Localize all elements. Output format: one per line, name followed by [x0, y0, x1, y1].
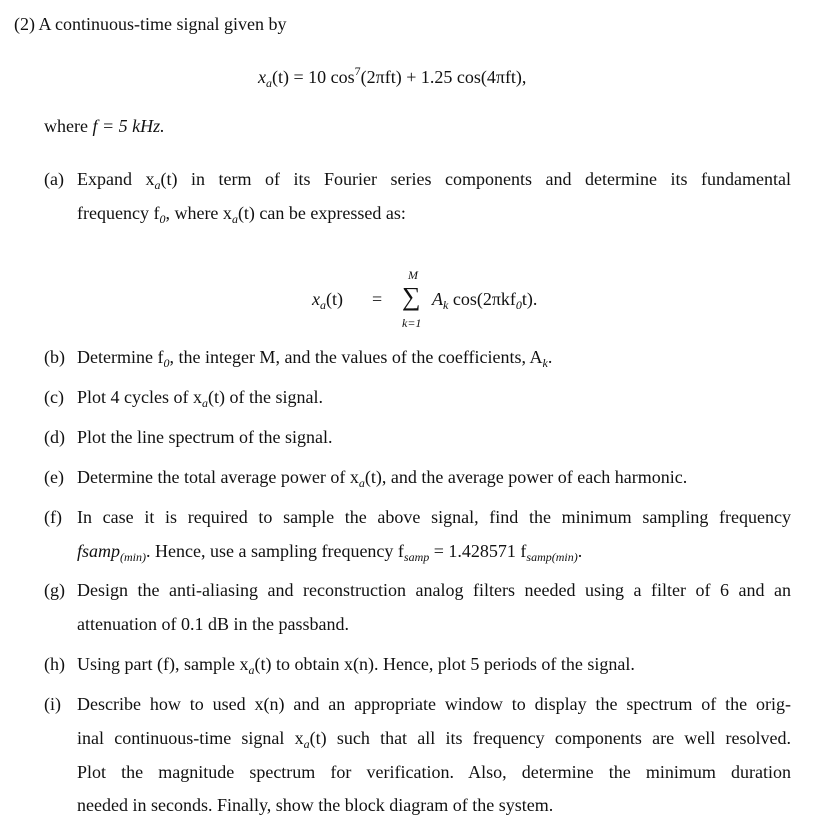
series-lhs-arg: (t) [326, 289, 343, 309]
part-a-text5: (t) can be expressed as: [237, 203, 406, 223]
eq-lhs: x [258, 67, 266, 87]
part-c-t2: (t) of the signal. [207, 387, 323, 407]
part-g-line1: Design the anti-aliasing and reconstruction analog filters needed using a filter of 6 and an [77, 580, 791, 600]
series-rhs-a: A [432, 289, 443, 309]
part-g-label: (g) [44, 580, 65, 600]
part-b-t3: . [547, 347, 553, 367]
problem-number: (2) [14, 14, 35, 34]
part-h-t1: Using part (f), sample x [77, 654, 249, 674]
eq-lhs-arg: (t) = 10 cos [272, 67, 355, 87]
part-b-label: (b) [44, 347, 65, 367]
part-f-s1: (min) [120, 550, 147, 564]
series-rhs-b: cos(2πkf [448, 289, 516, 309]
part-g-line2: attenuation of 0.1 dB in the passband. [77, 614, 349, 634]
eq-term1: (2πft) + 1.25 cos(4πft), [360, 67, 527, 87]
part-a-line2 [77, 203, 406, 227]
part-i-line2 [77, 728, 791, 752]
part-f-s3: samp(min) [526, 550, 578, 564]
series-upper-limit: M [408, 268, 418, 282]
part-e-t2: (t), and the average power of each harmonic. [364, 467, 688, 487]
part-d-text: Plot the line spectrum of the signal. [77, 427, 333, 447]
part-a-line1 [77, 169, 791, 193]
eq-power: 7 [354, 64, 361, 78]
part-i-t2: (t) such that all its frequency components are well resolved. [309, 728, 791, 748]
part-f-t3: = 1.428571 f [429, 541, 527, 561]
part-a-text2: (t) in term of its Fourier series components and determine its fundamental [160, 169, 791, 189]
part-h-t2: (t) to obtain x(n). Hence, plot 5 periods of the signal. [254, 654, 635, 674]
part-f-t1: fsamp [77, 541, 121, 561]
part-b-text [77, 347, 552, 371]
where-math: f = 5 kHz. [92, 116, 165, 136]
part-f-line2 [77, 541, 582, 565]
part-i-line4: needed in seconds. Finally, show the block diagram of the system. [77, 795, 554, 815]
part-i-label: (i) [44, 694, 61, 714]
part-a-text4: , where x [165, 203, 232, 223]
series-lhs [312, 289, 343, 313]
part-a-sub1: a [154, 178, 161, 192]
part-e-label: (e) [44, 467, 64, 487]
part-h-s1: a [248, 663, 255, 677]
series-lhs-sub: a [320, 298, 326, 312]
part-f-t4: . [577, 541, 583, 561]
signal-equation [258, 64, 526, 91]
part-e-s1: a [358, 476, 365, 490]
series-rhs-sub: k [443, 298, 449, 312]
part-b-t2: , the integer M, and the values of the coefficients, A [169, 347, 543, 367]
eq-lhs-sub: a [266, 76, 272, 90]
part-a-sub3: a [231, 212, 238, 226]
part-i-line3: Plot the magnitude spectrum for verification. Also, determine the minimum duration [77, 762, 791, 782]
part-i-s1: a [303, 737, 310, 751]
part-f-line1: In case it is required to sample the above signal, find the minimum sampling frequency [77, 507, 791, 527]
part-f-label: (f) [44, 507, 62, 527]
part-a-text1: Expand x [77, 169, 155, 189]
part-c-text [77, 387, 323, 411]
part-c-label: (c) [44, 387, 64, 407]
part-b-s1: 0 [163, 356, 170, 370]
sigma-symbol: ∑ [402, 282, 421, 311]
part-a-label: (a) [44, 169, 64, 189]
part-d-label: (d) [44, 427, 65, 447]
part-h-label: (h) [44, 654, 65, 674]
series-rhs-c: t). [521, 289, 538, 309]
series-equals: = [372, 289, 383, 309]
series-rhs [432, 289, 537, 313]
part-i-line1: Describe how to used x(n) and an appropriate window to display the spectrum of the orig- [77, 694, 791, 714]
part-a-sub2: 0 [159, 212, 166, 226]
series-rhs-sub2: 0 [515, 298, 522, 312]
part-c-t1: Plot 4 cycles of x [77, 387, 202, 407]
part-b-t1: Determine f [77, 347, 164, 367]
part-i-t1: inal continuous-time signal x [77, 728, 304, 748]
where-text: where [44, 116, 88, 136]
problem-header [14, 14, 287, 35]
part-e-text [77, 467, 687, 491]
series-lhs-x: x [312, 289, 320, 309]
part-f-s2: samp [403, 550, 430, 564]
part-h-text [77, 654, 635, 678]
where-line [44, 116, 165, 137]
problem-intro: A continuous-time signal given by [38, 14, 287, 34]
part-e-t1: Determine the total average power of x [77, 467, 359, 487]
part-a-text3: frequency f [77, 203, 160, 223]
part-c-s1: a [201, 396, 208, 410]
part-b-s2: k [542, 356, 548, 370]
part-f-t2: . Hence, use a sampling frequency f [146, 541, 404, 561]
series-lower-limit: k=1 [402, 316, 422, 330]
